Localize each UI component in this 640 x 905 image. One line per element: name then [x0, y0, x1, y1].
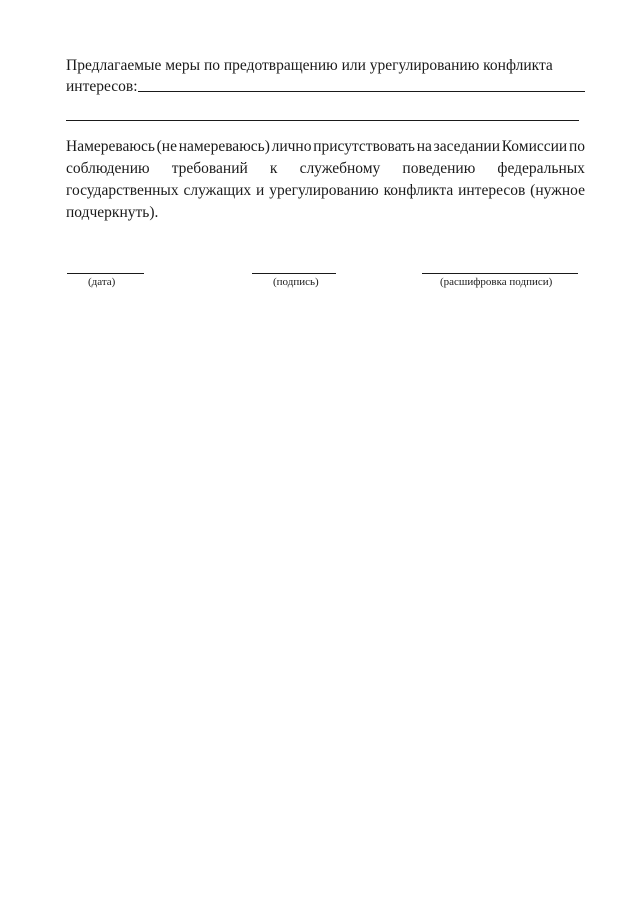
- word: служебному: [299, 160, 381, 177]
- word: урегулированию: [269, 182, 379, 199]
- word: (не: [156, 138, 177, 155]
- word: подчеркнуть).: [66, 204, 159, 221]
- date-line: [67, 273, 144, 274]
- word: Намереваюсь: [66, 138, 155, 155]
- intent-row-1: [66, 136, 585, 158]
- word: государственных: [66, 182, 179, 199]
- signature-caption: (подпись): [273, 276, 319, 288]
- intent-row-3: [66, 180, 585, 202]
- measures-label-line2: интересов:: [66, 78, 138, 95]
- signature-line: [252, 273, 336, 274]
- word: служащих: [183, 182, 252, 199]
- intent-row-4: [66, 202, 585, 224]
- word: требований: [171, 160, 248, 177]
- word: (нужное: [530, 182, 585, 199]
- date-caption: (дата): [88, 276, 116, 288]
- measures-fill-line: [138, 91, 585, 92]
- word: интересов: [458, 182, 526, 199]
- word: лично: [271, 138, 312, 155]
- measures-fill-line-2: [66, 120, 579, 121]
- word: соблюдению: [66, 160, 150, 177]
- intent-paragraph: [66, 136, 585, 224]
- signature-decode-caption: (расшифровка подписи): [440, 276, 553, 288]
- word: заседании: [433, 138, 501, 155]
- word: конфликта: [383, 182, 454, 199]
- word: на: [416, 138, 432, 155]
- word: к: [269, 160, 278, 177]
- signature-decode-line: [422, 273, 578, 274]
- word: присутствовать: [313, 138, 415, 155]
- word: федеральных: [497, 160, 585, 177]
- word: по: [568, 138, 585, 155]
- word: и: [256, 182, 265, 199]
- word: Комиссии: [501, 138, 568, 155]
- word: поведению: [402, 160, 476, 177]
- measures-label-line1: Предлагаемые меры по предотвращению или урегулированию конфликта: [66, 57, 553, 74]
- intent-row-2: [66, 158, 585, 180]
- word: намереваюсь): [178, 138, 270, 155]
